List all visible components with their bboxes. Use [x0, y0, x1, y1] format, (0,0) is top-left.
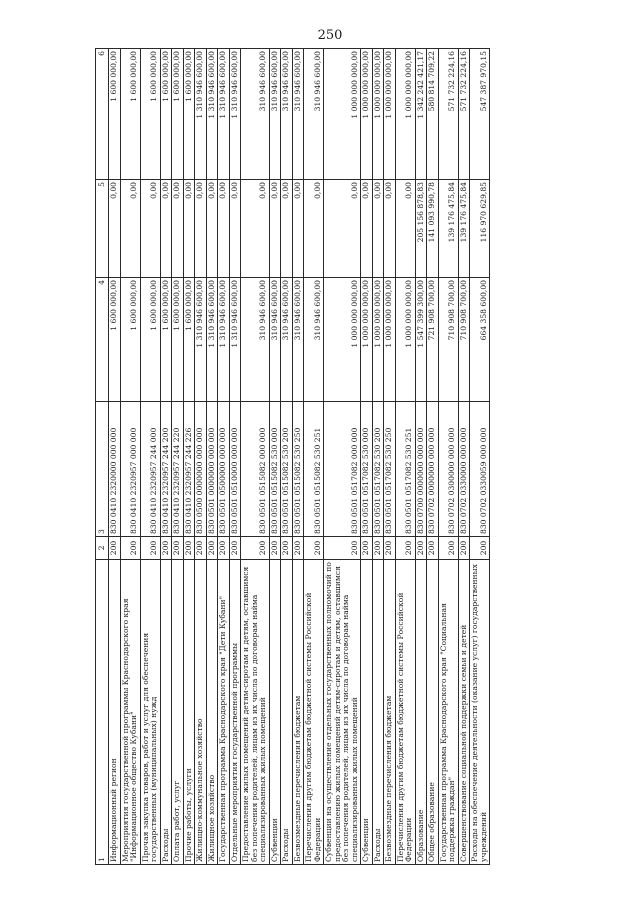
cell-amount-col6: 547 387 970,15 — [470, 49, 490, 180]
cell-code: 200 — [438, 537, 458, 560]
cell-code: 200 — [458, 537, 470, 560]
cell-amount-col6: 1 310 946 600,00 — [229, 49, 241, 180]
cell-amount-col5: 141 093 990,78 — [427, 180, 439, 278]
cell-code: 200 — [384, 537, 396, 560]
cell-amount-col6: 571 732 224,16 — [458, 49, 470, 180]
cell-amount-col5: 0,00 — [120, 180, 140, 278]
cell-name: Общее образование — [427, 560, 439, 865]
header-col-6: 6 — [96, 49, 109, 180]
cell-amount-col4: 710 908 700,00 — [458, 278, 470, 402]
cell-amount-col6: 1 600 000,00 — [120, 49, 140, 180]
table-row — [120, 49, 140, 865]
cell-amount-col5: 0,00 — [269, 180, 281, 278]
cell-code: 200 — [470, 537, 490, 560]
cell-amount-col6: 1 310 946 600,00 — [218, 49, 230, 180]
budget-table — [95, 48, 490, 865]
cell-amount-col5: 0,00 — [172, 180, 184, 278]
cell-kbk: 830 0702 0000000 000 000 — [427, 402, 439, 537]
cell-kbk: 830 0501 0510000 000 000 — [229, 402, 241, 537]
cell-amount-col6: 1 600 000,00 — [109, 49, 121, 180]
cell-name: Мероприятия государственной программы Краснодарского края "Информационное общество Кубани" — [120, 560, 140, 865]
cell-name: Жилищно-коммунальное хозяйство — [195, 560, 207, 865]
cell-code: 200 — [269, 537, 281, 560]
cell-kbk: 830 0501 0515082 000 000 — [241, 402, 270, 537]
cell-amount-col5: 139 176 475,84 — [458, 180, 470, 278]
cell-kbk: 830 0501 0515082 530 200 — [281, 402, 293, 537]
cell-kbk: 830 0410 2320957 244 220 — [172, 402, 184, 537]
cell-code: 200 — [415, 537, 427, 560]
table-row — [427, 49, 439, 865]
cell-kbk: 830 0501 0515082 530 251 — [304, 402, 324, 537]
cell-amount-col4: 1 000 000 000,00 — [384, 278, 396, 402]
cell-kbk: 830 0501 0000000 000 000 — [206, 402, 218, 537]
cell-amount-col4: 1 600 000,00 — [120, 278, 140, 402]
table-row — [206, 49, 218, 865]
cell-kbk: 830 0500 0000000 000 000 — [195, 402, 207, 537]
cell-amount-col4: 710 908 700,00 — [438, 278, 458, 402]
table-row — [372, 49, 384, 865]
rotated-table-wrapper — [95, 51, 545, 865]
cell-amount-col6: 1 000 000 000,00 — [372, 49, 384, 180]
cell-code: 200 — [172, 537, 184, 560]
cell-code: 200 — [206, 537, 218, 560]
table-body — [109, 49, 490, 865]
cell-kbk: 830 0702 0300000 000 000 — [438, 402, 458, 537]
header-col-1: 1 — [96, 560, 109, 865]
cell-amount-col4: 721 908 700,00 — [427, 278, 439, 402]
cell-amount-col6: 1 600 000,00 — [160, 49, 172, 180]
cell-amount-col5: 0,00 — [384, 180, 396, 278]
cell-code: 200 — [241, 537, 270, 560]
table-row — [384, 49, 396, 865]
cell-amount-col5: 205 156 878,83 — [415, 180, 427, 278]
cell-amount-col5: 0,00 — [292, 180, 304, 278]
cell-name: Отдельные мероприятия государственной программы — [229, 560, 241, 865]
cell-amount-col5: 0,00 — [281, 180, 293, 278]
cell-amount-col6: 310 946 600,00 — [269, 49, 281, 180]
cell-amount-col6: 310 946 600,00 — [304, 49, 324, 180]
cell-name: Оплата работ, услуг — [172, 560, 184, 865]
cell-kbk: 830 0410 2320957 244 226 — [183, 402, 195, 537]
table-row — [109, 49, 121, 865]
cell-amount-col6: 1 310 946 600,00 — [206, 49, 218, 180]
table-row — [324, 49, 361, 865]
cell-amount-col6: 1 600 000,00 — [183, 49, 195, 180]
cell-amount-col5: 116 970 629,85 — [470, 180, 490, 278]
cell-amount-col6: 1 000 000 000,00 — [395, 49, 415, 180]
table-row — [470, 49, 490, 865]
cell-amount-col5: 0,00 — [229, 180, 241, 278]
cell-code: 200 — [229, 537, 241, 560]
cell-code: 200 — [292, 537, 304, 560]
cell-amount-col6: 310 946 600,00 — [241, 49, 270, 180]
cell-name: Расходы — [372, 560, 384, 865]
cell-name: Государственная программа Краснодарского края "Социальная поддержка граждан" — [438, 560, 458, 865]
cell-amount-col6: 1 342 242 421,17 — [415, 49, 427, 180]
cell-amount-col4: 1 310 946 600,00 — [218, 278, 230, 402]
table-row — [281, 49, 293, 865]
cell-amount-col5: 0,00 — [372, 180, 384, 278]
table-row — [160, 49, 172, 865]
cell-amount-col4: 1 547 399 300,00 — [415, 278, 427, 402]
header-col-3: 3 — [96, 402, 109, 537]
cell-name: Безвозмездные перечисления бюджетам — [292, 560, 304, 865]
cell-amount-col5: 139 176 475,84 — [438, 180, 458, 278]
cell-code: 200 — [281, 537, 293, 560]
cell-amount-col4: 310 946 600,00 — [281, 278, 293, 402]
cell-name: Субвенции — [269, 560, 281, 865]
cell-name: Субвенции — [361, 560, 373, 865]
table-row — [395, 49, 415, 865]
table-frame — [95, 51, 545, 865]
header-col-2: 2 — [96, 537, 109, 560]
cell-amount-col6: 1 600 000,00 — [140, 49, 160, 180]
table-row — [229, 49, 241, 865]
cell-code: 200 — [372, 537, 384, 560]
cell-amount-col5: 0,00 — [218, 180, 230, 278]
cell-name: Информационный регион — [109, 560, 121, 865]
cell-amount-col4: 1 000 000 000,00 — [372, 278, 384, 402]
table-row — [241, 49, 270, 865]
header-col-5: 5 — [96, 180, 109, 278]
cell-amount-col4: 1 000 000 000,00 — [395, 278, 415, 402]
cell-kbk: 830 0702 0330059 000 000 — [470, 402, 490, 537]
cell-amount-col4: 310 946 600,00 — [304, 278, 324, 402]
table-row — [183, 49, 195, 865]
cell-amount-col4: 1 000 000 000,00 — [324, 278, 361, 402]
table-header-row — [96, 49, 109, 865]
cell-kbk: 830 0410 2320957 244 000 — [140, 402, 160, 537]
table-row — [195, 49, 207, 865]
cell-amount-col6: 310 946 600,00 — [281, 49, 293, 180]
cell-amount-col6: 571 732 224,16 — [438, 49, 458, 180]
cell-amount-col5: 0,00 — [324, 180, 361, 278]
cell-name: Жилищное хозяйство — [206, 560, 218, 865]
table-row — [415, 49, 427, 865]
cell-amount-col4: 1 310 946 600,00 — [229, 278, 241, 402]
cell-amount-col6: 1 000 000 000,00 — [384, 49, 396, 180]
table-row — [140, 49, 160, 865]
cell-name: Перечисления другим бюджетам бюджетной системы Российской Федерации — [395, 560, 415, 865]
cell-amount-col5: 0,00 — [304, 180, 324, 278]
table-row — [218, 49, 230, 865]
cell-kbk: 830 0702 0330000 000 000 — [458, 402, 470, 537]
cell-kbk: 830 0501 0517082 530 250 — [384, 402, 396, 537]
cell-code: 200 — [195, 537, 207, 560]
cell-kbk: 830 0700 0000000 000 000 — [415, 402, 427, 537]
cell-kbk: 830 0501 0517082 000 000 — [324, 402, 361, 537]
cell-amount-col4: 1 310 946 600,00 — [206, 278, 218, 402]
cell-amount-col6: 1 000 000 000,00 — [324, 49, 361, 180]
cell-name: Расходы — [281, 560, 293, 865]
cell-name: Образование — [415, 560, 427, 865]
cell-amount-col5: 0,00 — [361, 180, 373, 278]
cell-code: 200 — [218, 537, 230, 560]
table-row — [269, 49, 281, 865]
cell-amount-col5: 0,00 — [160, 180, 172, 278]
cell-amount-col4: 310 946 600,00 — [241, 278, 270, 402]
cell-name: Предоставление жилых помещений детям-сиротам и детям, оставшимся без попечения родителей, лицам из их числа по договорам найма специализированных жилых помещений — [241, 560, 270, 865]
cell-kbk: 830 0501 0517082 530 251 — [395, 402, 415, 537]
cell-code: 200 — [427, 537, 439, 560]
page-number: 250 — [317, 28, 343, 43]
cell-code: 200 — [395, 537, 415, 560]
cell-amount-col5: 0,00 — [195, 180, 207, 278]
cell-kbk: 830 0410 2320000 000 000 — [109, 402, 121, 537]
cell-amount-col5: 0,00 — [241, 180, 270, 278]
cell-name: Государственная программа Краснодарского края "Дети Кубани" — [218, 560, 230, 865]
cell-amount-col4: 664 358 600,00 — [470, 278, 490, 402]
cell-name: Совершенствование социальной поддержки семьи и детей — [458, 560, 470, 865]
cell-code: 200 — [109, 537, 121, 560]
cell-amount-col6: 1 310 946 600,00 — [195, 49, 207, 180]
cell-kbk: 830 0410 2320957 244 200 — [160, 402, 172, 537]
cell-code: 200 — [160, 537, 172, 560]
cell-kbk: 830 0410 2320957 000 000 — [120, 402, 140, 537]
cell-amount-col4: 1 000 000 000,00 — [361, 278, 373, 402]
table-row — [438, 49, 458, 865]
cell-name: Безвозмездные перечисления бюджетам — [384, 560, 396, 865]
cell-amount-col5: 0,00 — [140, 180, 160, 278]
cell-amount-col4: 1 600 000,00 — [109, 278, 121, 402]
cell-name: Расходы на обеспечение деятельности (оказание услуг) государственных учреждений — [470, 560, 490, 865]
cell-amount-col4: 310 946 600,00 — [292, 278, 304, 402]
cell-kbk: 830 0501 0515082 530 000 — [269, 402, 281, 537]
cell-amount-col6: 1 600 000,00 — [172, 49, 184, 180]
cell-amount-col6: 1 000 000 000,00 — [361, 49, 373, 180]
cell-amount-col5: 0,00 — [183, 180, 195, 278]
cell-name: Расходы — [160, 560, 172, 865]
cell-code: 200 — [324, 537, 361, 560]
cell-amount-col4: 1 310 946 600,00 — [195, 278, 207, 402]
cell-code: 200 — [361, 537, 373, 560]
table-row — [361, 49, 373, 865]
cell-code: 200 — [140, 537, 160, 560]
cell-code: 200 — [304, 537, 324, 560]
cell-name: Перечисления другим бюджетам бюджетной системы Российской Федерации — [304, 560, 324, 865]
cell-amount-col5: 0,00 — [206, 180, 218, 278]
header-col-4: 4 — [96, 278, 109, 402]
cell-amount-col4: 1 600 000,00 — [183, 278, 195, 402]
cell-amount-col4: 1 600 000,00 — [140, 278, 160, 402]
cell-amount-col5: 0,00 — [395, 180, 415, 278]
table-row — [172, 49, 184, 865]
cell-amount-col5: 0,00 — [109, 180, 121, 278]
cell-amount-col6: 580 814 709,22 — [427, 49, 439, 180]
cell-kbk: 830 0501 0517082 530 000 — [361, 402, 373, 537]
cell-kbk: 830 0501 0517082 530 200 — [372, 402, 384, 537]
cell-amount-col4: 1 600 000,00 — [160, 278, 172, 402]
cell-name: Прочая закупка товаров, работ и услуг для обеспечения государственных (муниципальных) нужд — [140, 560, 160, 865]
cell-amount-col4: 1 600 000,00 — [172, 278, 184, 402]
cell-amount-col4: 310 946 600,00 — [269, 278, 281, 402]
cell-name: Субвенции на осуществление отдельных государственных полномочий по предоставлению жилых помещений детям-сиротам и детям, оставшимся без попечения родителей, лицам из их числа по договорам найма специализированных жилых помещений — [324, 560, 361, 865]
table-row — [304, 49, 324, 865]
cell-name: Прочие работы, услуги — [183, 560, 195, 865]
cell-code: 200 — [183, 537, 195, 560]
cell-kbk: 830 0501 0500000 000 000 — [218, 402, 230, 537]
cell-code: 200 — [120, 537, 140, 560]
cell-amount-col6: 310 946 600,00 — [292, 49, 304, 180]
table-row — [292, 49, 304, 865]
table-row — [458, 49, 470, 865]
cell-kbk: 830 0501 0515082 530 250 — [292, 402, 304, 537]
